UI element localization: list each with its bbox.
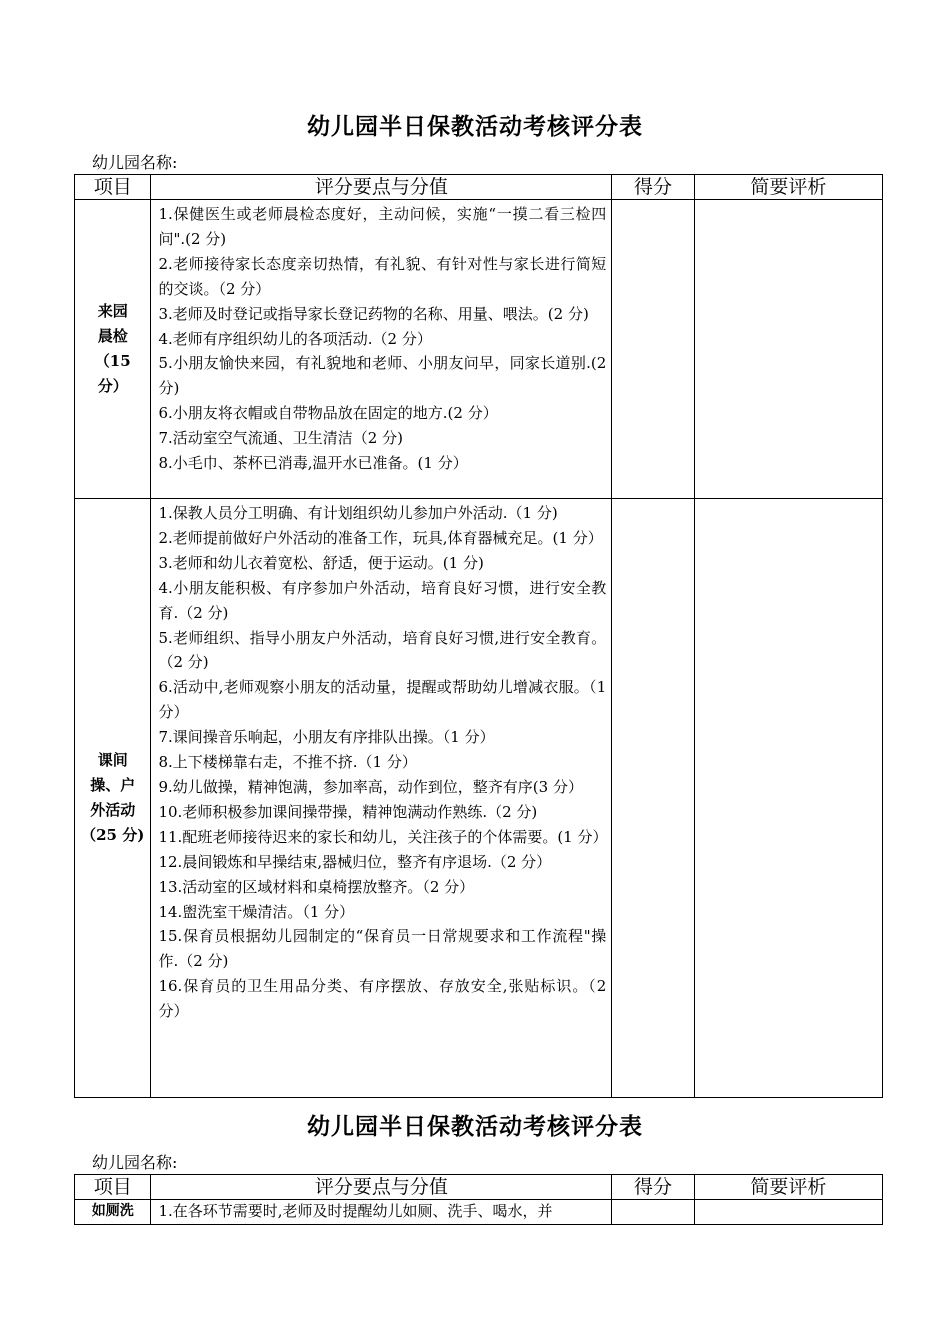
- scoring-point: 1.保健医生或老师晨检态度好，主动问候，实施“一摸二看三检四问".(2 分): [158, 205, 607, 248]
- scoring-point: 3.老师和幼儿衣着宽松、舒适，便于运动。(1 分): [158, 553, 484, 572]
- header-score: 得分: [612, 1175, 695, 1200]
- section-row-outdoor-activity: [75, 499, 883, 1098]
- section-row-morning-check: [75, 200, 883, 499]
- header-points: 评分要点与分值: [151, 1175, 612, 1200]
- item-line: 分）: [97, 377, 128, 395]
- score-table-page2: [74, 1174, 883, 1225]
- score-input-cell[interactable]: [612, 499, 695, 1098]
- scoring-point: 7.课间操音乐响起，小朋友有序排队出操。（1 分）: [158, 728, 495, 747]
- scoring-point: 2.老师提前做好户外活动的准备工作，玩具,体育器械充足。(1 分）: [158, 528, 603, 547]
- scoring-point: 15.保育员根据幼儿园制定的“保育员一日常规要求和工作流程"操作.（2 分): [158, 927, 607, 971]
- header-review: 简要评析: [694, 175, 882, 200]
- header-points: 评分要点与分值: [151, 175, 612, 200]
- header-item: 项目: [75, 1175, 151, 1200]
- review-input-cell[interactable]: [694, 200, 882, 499]
- scoring-point: 4.小朋友能积极、有序参加户外活动，培育良好习惯，进行安全教育.（2 分): [158, 578, 607, 622]
- scoring-point: 16.保育员的卫生用品分类、有序摆放、存放安全,张贴标识。（2 分）: [158, 977, 607, 1021]
- scoring-point: 8.上下楼梯靠右走，不推不挤.（1 分）: [158, 753, 417, 772]
- kindergarten-name-label-page2: 幼儿园名称:: [92, 1153, 178, 1172]
- item-line: 晨检: [97, 327, 128, 345]
- scoring-point: 9.幼儿做操，精神饱满，参加率高，动作到位，整齐有序(3 分）: [158, 777, 583, 796]
- item-line: （25 分): [81, 826, 145, 844]
- scoring-point: 11.配班老师接待迟来的家长和幼儿，关注孩子的个体需要。(1 分）: [158, 827, 608, 846]
- points-cell: [151, 200, 612, 499]
- scoring-point: 2.老师接待家长态度亲切热情，有礼貌、有针对性与家长进行简短的交谈。（2 分）: [158, 254, 607, 298]
- scoring-point: 4.老师有序组织幼儿的各项活动.（2 分）: [158, 329, 432, 348]
- item-line: 操、户: [90, 776, 136, 794]
- scoring-point: 1.保教人员分工明确、有计划组织幼儿参加户外活动.（1 分): [158, 504, 558, 522]
- scoring-point: 6.小朋友将衣帽或自带物品放在固定的地方.(2 分）: [158, 404, 498, 423]
- scoring-point: 5.小朋友愉快来园，有礼貌地和老师、小朋友问早，同家长道别.(2 分): [158, 354, 607, 398]
- header-score: 得分: [612, 175, 695, 200]
- score-table: [74, 174, 883, 1098]
- item-cell: 如厕洗: [75, 1200, 151, 1225]
- review-input-cell[interactable]: [694, 499, 882, 1098]
- scoring-point: 8.小毛巾、茶杯已消毒,温开水已准备。(1 分）: [158, 454, 468, 473]
- scoring-point: 13.活动室的区域材料和桌椅摆放整齐。（2 分）: [158, 877, 475, 896]
- scoring-point: 14.盥洗室干燥清洁。（1 分）: [158, 902, 355, 921]
- item-line: （15: [94, 352, 131, 370]
- item-line: 外活动: [90, 801, 136, 819]
- score-input-cell[interactable]: [612, 200, 695, 499]
- scoring-point: 10.老师积极参加课间操带操，精神饱满动作熟练.（2 分): [158, 802, 538, 821]
- item-line: 来园: [97, 302, 128, 320]
- table-header-row: [75, 175, 883, 200]
- scoring-point: 5.老师组织、指导小朋友户外活动，培育良好习惯,进行安全教育。（2 分): [158, 628, 607, 672]
- review-input-cell[interactable]: [694, 1200, 882, 1225]
- score-input-cell[interactable]: [612, 1200, 695, 1225]
- scoring-point: 6.活动中,老师观察小朋友的活动量，提醒或帮助幼儿增减衣服。（1 分）: [158, 678, 607, 722]
- form-title: 幼儿园半日保教活动考核评分表: [307, 113, 643, 140]
- section-row-toilet-washing: [75, 1200, 883, 1225]
- form-title-page2: 幼儿园半日保教活动考核评分表: [307, 1113, 643, 1140]
- header-review: 简要评析: [694, 1175, 882, 1200]
- scoring-point: 1.在各环节需要时,老师及时提醒幼儿如厕、洗手、喝水，并: [158, 1202, 553, 1220]
- points-cell: [151, 1200, 612, 1225]
- header-item: 项目: [75, 175, 151, 200]
- points-cell: [151, 499, 612, 1098]
- item-cell: [75, 200, 151, 499]
- scoring-point: 7.活动室空气流通、卫生清洁（2 分): [158, 429, 403, 448]
- item-line: 课间: [97, 751, 128, 769]
- table-header-row: [75, 1175, 883, 1200]
- scoring-point: 3.老师及时登记或指导家长登记药物的名称、用量、喂法。(2 分): [158, 304, 589, 323]
- kindergarten-name-label: 幼儿园名称:: [92, 153, 178, 172]
- item-cell: [75, 499, 151, 1098]
- scoring-point: 12.晨间锻炼和早操结束,器械归位，整齐有序退场.（2 分）: [158, 852, 552, 871]
